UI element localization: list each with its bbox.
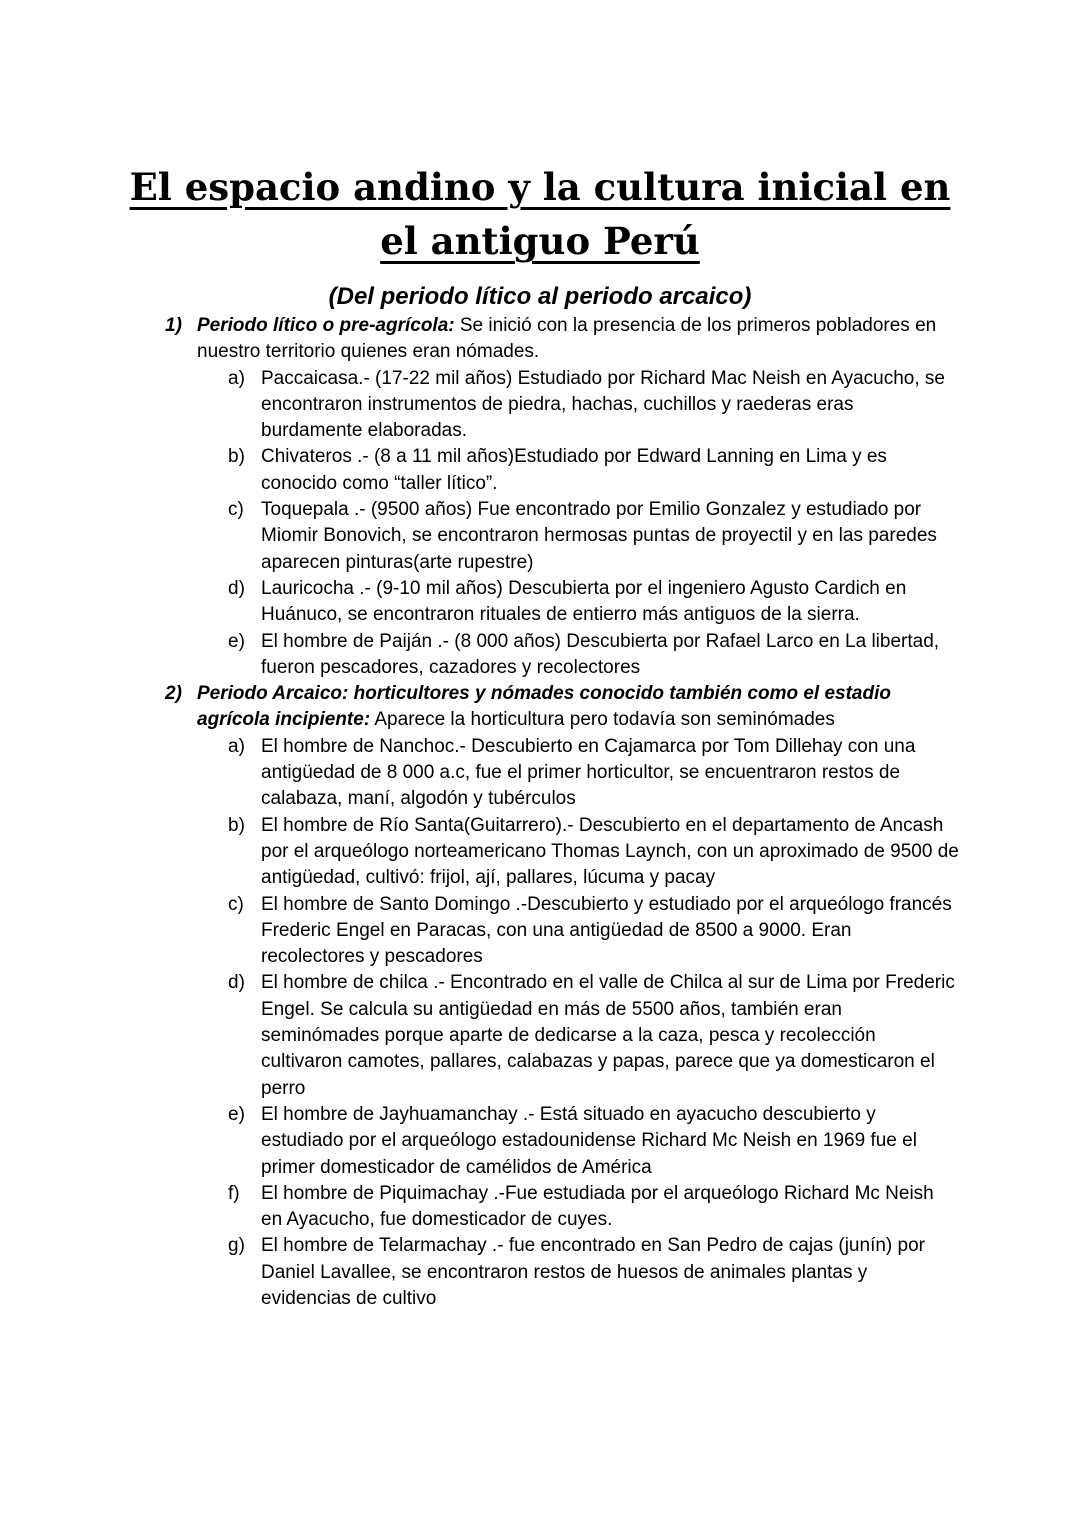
item-letter: b): [228, 814, 245, 836]
item-text: El hombre de Nanchoc.- Descubierto en Cajamarca por Tom Dillehay con una antigüedad de 8 000 a.c, fue el primer horticultor, se encuentraron restos de calabaza, maní, algodón y tubérculos: [261, 735, 916, 810]
section-heading: Periodo Arcaico: horticultores y nómades conocido también como el estadio agrícola incipiente:: [197, 683, 891, 731]
list-item: [197, 629, 960, 682]
section-list: [160, 313, 960, 1312]
section-litico: [160, 313, 960, 681]
list-item: [197, 970, 960, 1101]
item-letter: d): [228, 972, 245, 994]
document-title: El espacio andino y la cultura inicial en el antiguo Perú: [129, 165, 951, 263]
section-text: Se inició con la presencia de los primeros pobladores en nuestro territorio quienes eran nómades.: [197, 315, 937, 363]
list-item: [197, 1181, 960, 1234]
list-item: [197, 1233, 960, 1312]
item-text: El hombre de Paiján .- (8 000 años) Descubierta por Rafael Larco en La libertad, fueron pescadores, cazadores y recolectores: [261, 630, 940, 678]
item-letter: a): [228, 367, 245, 389]
item-text: El hombre de Santo Domingo .-Descubierto y estudiado por el arqueólogo francés Frederic Engel en Paracas, con una antigüedad de 8500 a 9000. Eran recolectores y pescadores: [261, 893, 952, 968]
section-intro: [197, 681, 960, 734]
item-text: Lauricocha .- (9-10 mil años) Descubierta por el ingeniero Agusto Cardich en Huánuco, se encontraron rituales de entierro más antiguos de la sierra.: [261, 577, 907, 626]
section-number: 1): [165, 315, 182, 336]
list-item: [197, 444, 960, 497]
item-text: El hombre de Río Santa(Guitarrero).- Descubierto en el departamento de Ancash por el arqueólogo norteamericano Thomas Laynch, con un aproximado de 9500 de antigüedad, cultivó: frijol, ají, pallares, lúcuma y pacay: [261, 814, 959, 889]
item-list: [197, 734, 960, 1313]
item-letter: e): [228, 1103, 245, 1125]
item-text: El hombre de Piquimachay .-Fue estudiada por el arqueólogo Richard Mc Neish en Ayacucho, fue domesticador de cuyes.: [261, 1182, 934, 1231]
list-item: [197, 1102, 960, 1181]
item-text: El hombre de Jayhuamanchay .- Está situado en ayacucho descubierto y estudiado por el arqueólogo estadounidense Richard Mc Neish en 1969 fue el primer domesticador de camélidos de América: [261, 1103, 917, 1178]
section-arcaico: [160, 681, 960, 1312]
list-item: [197, 366, 960, 445]
list-item: [197, 813, 960, 892]
item-text: Toquepala .- (9500 años) Fue encontrado por Emilio Gonzalez y estudiado por Miomir Bonovich, se encontraron hermosas puntas de proyectil y en las paredes aparecen pinturas(arte rupestre): [261, 499, 937, 573]
list-item: [197, 576, 960, 629]
item-text: El hombre de Telarmachay .- fue encontrado en San Pedro de cajas (junín) por Daniel Lavallee, se encontraron restos de huesos de animales plantas y evidencias de cultivo: [261, 1235, 925, 1309]
list-item: [197, 892, 960, 971]
list-item: [197, 734, 960, 813]
section-text: Aparece la horticultura pero todavía son seminómades: [370, 709, 835, 731]
item-letter: c): [228, 893, 244, 915]
item-letter: d): [228, 577, 245, 599]
item-letter: g): [228, 1235, 245, 1257]
item-letter: a): [228, 735, 245, 757]
list-item: [197, 497, 960, 576]
item-list: [197, 366, 960, 682]
item-letter: f): [228, 1182, 240, 1204]
section-heading: Periodo lítico o pre-agrícola:: [197, 315, 455, 336]
item-text: Paccaicasa.- (17-22 mil años) Estudiado por Richard Mac Neish en Ayacucho, se encontraron instrumentos de piedra, hachas, cuchillos y raederas eras burdamente elaboradas.: [261, 367, 945, 442]
item-letter: c): [228, 499, 244, 521]
document-subtitle: (Del periodo lítico al periodo arcaico): [328, 283, 752, 310]
item-letter: e): [228, 630, 245, 652]
item-text: Chivateros .- (8 a 11 mil años)Estudiado por Edward Lanning en Lima y es conocido como “taller lítico”.: [261, 446, 887, 494]
item-letter: b): [228, 446, 245, 468]
item-text: El hombre de chilca .- Encontrado en el valle de Chilca al sur de Lima por Frederic Engel. Se calcula su antigüedad en más de 5500 años, también eran seminómades porque aparte de dedicarse a la caza, pesca y recolección cultivaron camotes, pallares, calabazas y papas, parece que ya domesticaron el perro: [261, 972, 955, 1099]
section-intro: [197, 313, 960, 366]
section-number: 2): [165, 683, 182, 705]
